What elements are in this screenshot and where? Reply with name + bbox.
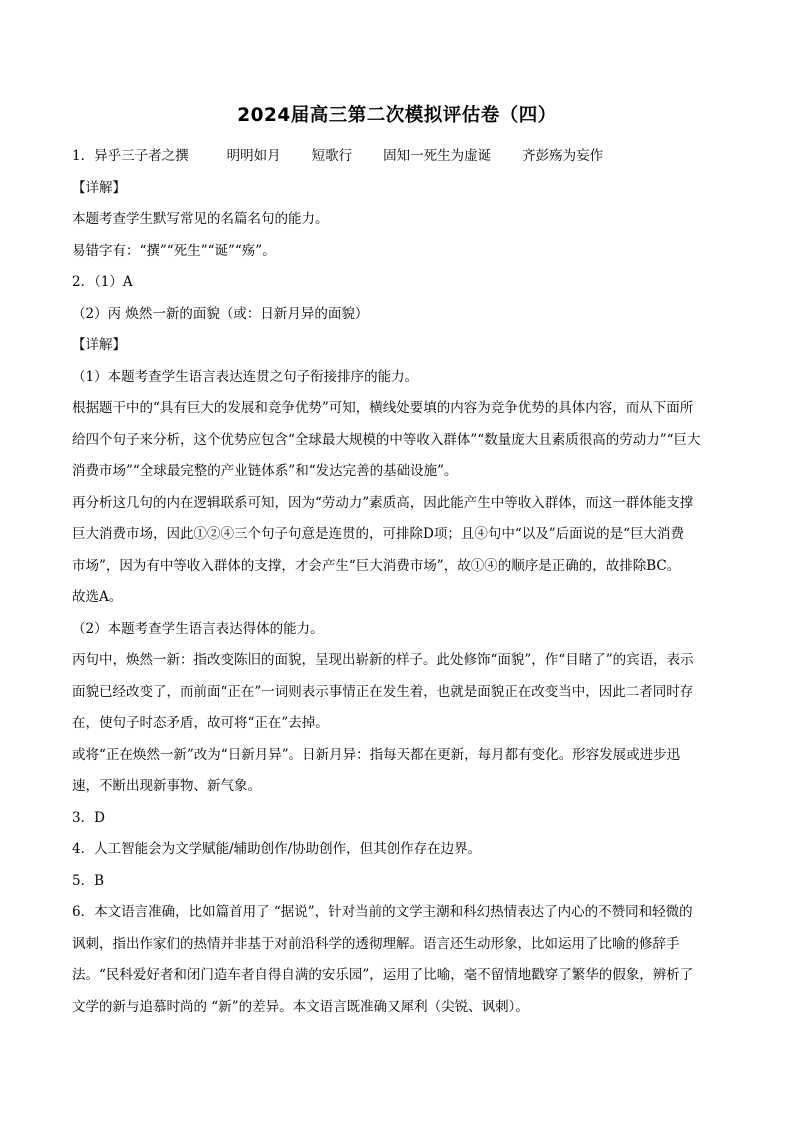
q2-detail-label: 【详解】 [72, 337, 126, 353]
q1-answer-4: 固知一死生为虚诞 [383, 148, 492, 164]
q4-answer: 4．人工智能会为文学赋能/辅助创作/协助创作，但其创作存在边界。 [72, 841, 482, 857]
q2-detail-line: 给四个句子来分析，这个优势应包含“全球最大规模的中等收入群体”“数量庞大且素质很高的劳动力”“巨大 [72, 431, 701, 448]
q2-detail-line: 速，不断出现新事物、新气象。 [72, 778, 261, 794]
q2-detail-line: 或将“正在焕然一新”改为“日新月异”。日新月异：指每天都在更新，每月都有变化。形容发展或进步迅 [72, 746, 681, 763]
q2-detail-line: 在，使句子时态矛盾，故可将“正在”去掉。 [72, 715, 329, 731]
q1-answer-2: 明明如月 [226, 148, 281, 164]
q6-answer-line: 讽刺，指出作家们的热情并非基于对前沿科学的透彻理解。语言还生动形象，比如运用了比喻的修辞手 [72, 935, 680, 952]
q2-detail-line: 巨大消费市场，因此①②④三个句子句意是连贯的，可排除D项；且④句中“以及”后面说的是“巨大消费 [72, 526, 685, 542]
q1-number: 1． [72, 148, 95, 164]
q1-detail-line: 易错字有：“撰”“死生”“诞”“殇”。 [72, 242, 276, 259]
q2-detail-line: 故选A。 [72, 589, 123, 605]
q2-detail-line: 面貌已经改变了，而前面“正在”一词则表示事情正在发生着，也就是面貌正在改变当中，因此二者同时存 [72, 683, 694, 700]
q6-answer-line: 法。“民科爱好者和闭门造车者自得自满的安乐园”，运用了比喻，毫不留情地戳穿了繁华的假象，辨析了 [72, 967, 694, 983]
q1-answer-5: 齐彭殇为妄作 [522, 148, 604, 164]
q3-answer: 3．D [72, 809, 105, 826]
q2-detail-line: 消费市场”“全球最完整的产业链体系”和“发达完善的基础设施”。 [72, 463, 458, 479]
q2-detail-line: 市场”，因为有中等收入群体的支撑，才会产生“巨大消费市场”，故①④的顺序是正确的，故排除BC。 [72, 557, 681, 574]
q2-detail-line: 根据题干中的“具有巨大的发展和竞争优势”可知，横线处要填的内容为竞争优势的具体内容，而从下面所 [72, 400, 694, 416]
q2-detail-line: 再分析这几句的内在逻辑联系可知，因为“劳动力”素质高，因此能产生中等收入群体，而这一群体能支撑 [72, 494, 694, 511]
q2-answer-line-1: 2．（1）A [72, 274, 133, 290]
q1-answer-3: 短歌行 [311, 148, 353, 164]
q2-detail-line: （1）本题考查学生语言表达连贯之句子衔接排序的能力。 [72, 368, 419, 385]
q1-detail-label: 【详解】 [72, 179, 126, 196]
q2-detail-line: （2）本题考查学生语言表达得体的能力。 [72, 620, 324, 637]
answer-key-body [72, 141, 726, 1023]
page-title: 2024届高三第二次模拟评估卷（四） [237, 105, 557, 126]
q1-answer-line [72, 141, 726, 173]
q1-detail-line: 本题考查学生默写常见的名篇名句的能力。 [72, 211, 329, 227]
q2-answer-line-2: （2）丙 焕然一新的面貌（或：日新月异的面貌） [72, 305, 369, 322]
q1-answer-1: 异乎三子者之撰 [94, 148, 189, 164]
q6-answer-line: 6．本文语言准确，比如篇首用了 “据说”，针对当前的文学主潮和科幻热情表达了内心的不赞同和轻微的 [72, 904, 693, 920]
q2-detail-line: 丙句中，焕然一新：指改变陈旧的面貌，呈现出崭新的样子。此处修饰“面貌”，作“目睹了”的宾语，表示 [72, 652, 694, 668]
q6-answer-line: 文学的新与追慕时尚的 “新”的差异。本文语言既准确又犀利（尖锐、讽刺）。 [72, 998, 529, 1015]
q5-answer: 5．B [72, 872, 105, 889]
